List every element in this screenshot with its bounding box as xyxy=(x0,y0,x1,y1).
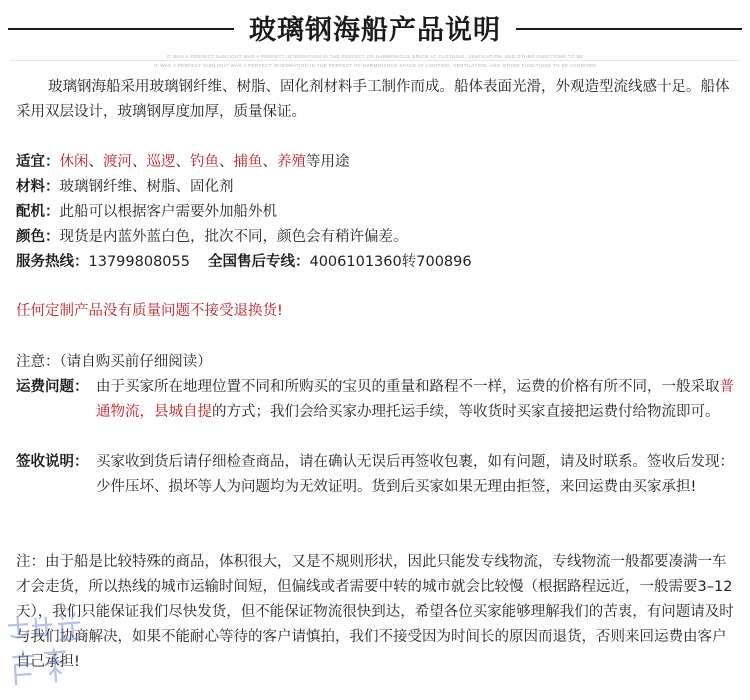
suitable-use: 捕鱼 xyxy=(233,154,263,170)
shipping-text-a: 由于买家所在地理位置不同和所购买的宝贝的重量和路程不一样，运费的价格有所不同，一般采取 xyxy=(96,379,720,395)
receipt-label: 签收说明： xyxy=(16,454,89,470)
suitable-use: 钓鱼 xyxy=(190,154,219,170)
suitable-sep: 、 xyxy=(175,154,190,170)
color-row xyxy=(16,225,408,250)
shipping-text-b: 的方式；我们会给买家办理托运手续，等收货时买家直接把运费付给物流即可。 xyxy=(212,404,720,420)
suitable-sep: 、 xyxy=(262,154,277,170)
material-row xyxy=(16,175,234,200)
hotline-row xyxy=(16,250,472,275)
tagline-2: IT WAS A PERFECT SUNLIGHT WAS A PERFECT INTEGRATION IN THE PERFECT OF HARMONIOUS SPACE AT LIGHTING, VENTILATION, AND OTHER FUNCTIONS TO BE ACHIEVED xyxy=(153,63,597,68)
no-return-warning: 任何定制产品没有质量问题不接受退换货! xyxy=(16,303,283,319)
engine-label: 配机： xyxy=(16,204,60,220)
suitable-sep: 、 xyxy=(88,154,103,170)
title-rule-left xyxy=(8,28,234,30)
suitable-use: 休闲 xyxy=(59,154,89,170)
hotline-number: 13799808055 xyxy=(88,254,190,270)
material-label: 材料： xyxy=(16,179,60,195)
shipping-section xyxy=(16,375,736,425)
notice-heading: 注意：（请自购买前仔细阅读） xyxy=(16,354,212,370)
suitable-suffix: 等用途 xyxy=(306,154,350,170)
watermark-graphic xyxy=(1,604,116,691)
title-rule-right xyxy=(516,28,742,30)
suitable-sep: 、 xyxy=(132,154,147,170)
final-note: 注：由于船是比较特殊的商品，体积很大，又是不规则形状，因此只能发专线物流，专线物流一般都要凑满一车才会走货，所以热线的城市运输时间短，但偏线或者需要中转的城市就会比较慢（根据路程远近，一般需要3–12天），我们只能保证我们尽快发货，但不能保证物流很快到达，希望各位买家能够理解我们的苦衷，有问题请及时与我们协商解决，如果不能耐心等待的客户请慎拍，我们不接受因为时间长的原因而退货，否则来回运费由客户自己承担! xyxy=(16,554,734,670)
color-value: 现货是内蓝外蓝白色，批次不同，颜色会有稍许偏差。 xyxy=(59,229,408,245)
shipping-highlight: 普通物流，县城自提 xyxy=(96,379,734,420)
shipping-text xyxy=(96,375,736,425)
suitable-use: 渡河 xyxy=(103,154,132,170)
tagline-1: IT WAS A PERFECT SUNLIGHT WAS A PERFECT INTEGRATION IN THE PERFECT OF HARMONIOUS SPACE AT CLOTHING, VENTILATION, AND OTHER FUNCTIONS TO BE xyxy=(166,54,584,59)
watermark-logo xyxy=(1,604,117,698)
intro-paragraph: 玻璃钢海船采用玻璃钢纤维、树脂、固化剂材料手工制作而成。船体表面光滑，外观造型流线感十足。船体采用双层设计，玻璃钢厚度加厚，质量保证。 xyxy=(16,79,730,120)
suitable-use: 养殖 xyxy=(277,154,306,170)
page-title: 玻璃钢海船产品说明 xyxy=(249,15,501,46)
tagline-divider xyxy=(10,60,740,61)
color-label: 颜色： xyxy=(16,229,60,245)
after-sales-label: 全国售后专线： xyxy=(207,254,310,270)
suitable-sep: 、 xyxy=(219,154,234,170)
engine-value: 此船可以根据客户需要外加船外机 xyxy=(59,204,277,220)
shipping-label: 运费问题： xyxy=(16,379,89,395)
suitable-label: 适宜： xyxy=(16,154,60,170)
material-value: 玻璃钢纤维、树脂、固化剂 xyxy=(59,179,234,195)
suitable-use: 巡逻 xyxy=(146,154,176,170)
after-sales-number: 4006101360转700896 xyxy=(309,254,472,270)
hotline-label: 服务热线： xyxy=(16,254,89,270)
suitable-row xyxy=(16,150,350,175)
engine-row xyxy=(16,200,277,225)
receipt-section xyxy=(16,450,736,500)
receipt-text: 买家收到货后请仔细检查商品，请在确认无误后再签收包裹，如有问题，请及时联系。签收后发现：少件压坏、损坏等人为问题均为无效证明。货到后买家如果无理由拒签，来回运费由买家承担! xyxy=(96,454,734,495)
